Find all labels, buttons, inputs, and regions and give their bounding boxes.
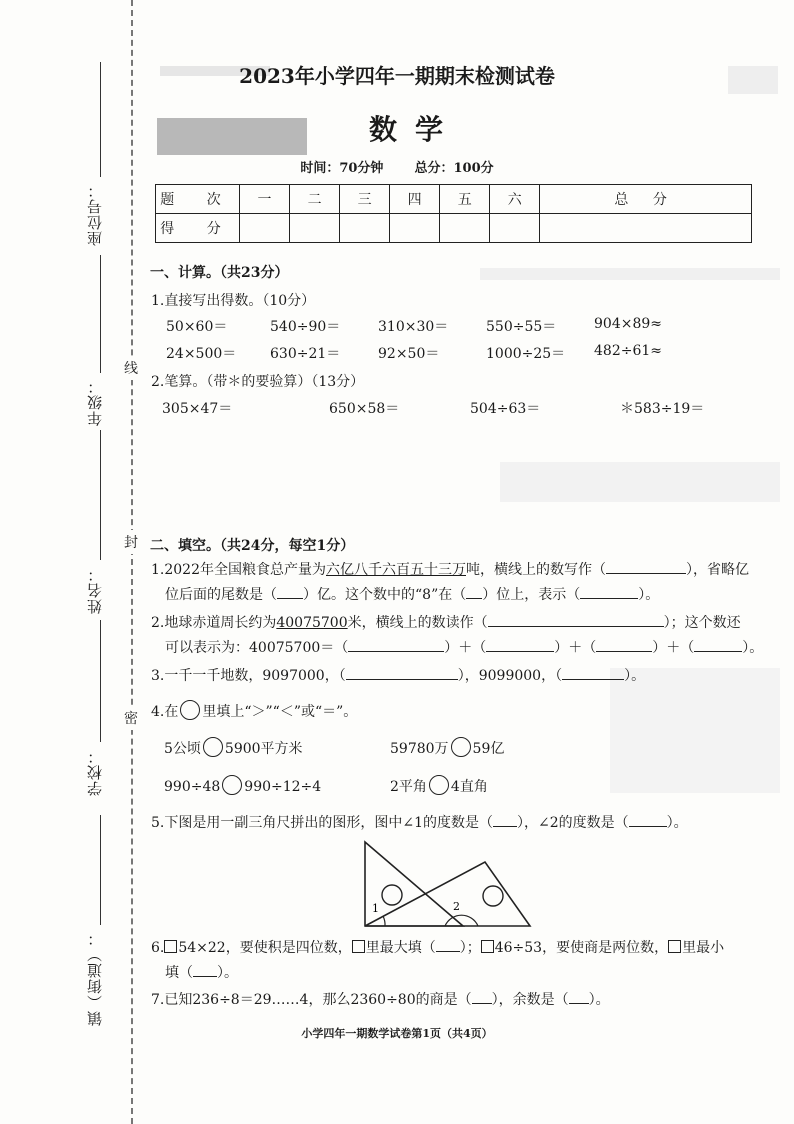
calc-item: 482÷61≈ <box>594 343 662 359</box>
page-footer: 小学四年一期数学试卷第1页（共4页） <box>301 1027 493 1040</box>
seal-char-line: 线 <box>124 356 138 380</box>
seal-char-secret: 密 <box>124 706 138 730</box>
exam-meta <box>0 157 794 176</box>
score-table-cell: 一 <box>240 185 290 214</box>
answer-blank[interactable] <box>606 573 686 574</box>
written-calc-item: 305×47＝ <box>162 401 233 417</box>
bleed-through-mark <box>480 268 780 280</box>
answer-blank[interactable] <box>277 598 303 599</box>
name-label: 姓名： <box>86 566 104 614</box>
answer-blank[interactable] <box>472 1003 492 1004</box>
s2-q3: 3.一千一千地数，9097000，（ ），9099000，（ ）。 <box>151 668 646 684</box>
calc-item: 550÷55＝ <box>486 319 557 335</box>
s2-q7: 7.已知236÷8＝29……4，那么2360÷80的商是（ ），余数是（ ）。 <box>151 992 610 1008</box>
square-box-icon <box>668 940 681 953</box>
compare-item: 59780万 59亿 <box>390 737 504 758</box>
calc-item: 630÷21＝ <box>270 346 341 362</box>
square-box-icon <box>164 940 177 953</box>
answer-blank[interactable] <box>629 826 667 827</box>
answer-blank[interactable] <box>193 976 217 977</box>
s1-q1-prompt: 1.直接写出得数。（10分） <box>151 293 316 309</box>
seal-char-seal: 封 <box>124 530 138 554</box>
name-blank[interactable] <box>100 430 101 560</box>
ruler-hole <box>483 886 503 906</box>
answer-blank[interactable] <box>569 1003 589 1004</box>
underlined-number: 40075700 <box>276 615 348 631</box>
written-calc-item: 504÷63＝ <box>470 401 541 417</box>
answer-blank[interactable] <box>466 598 482 599</box>
angle2-label: 2 <box>453 900 460 913</box>
score-input-cell[interactable] <box>490 214 540 243</box>
answer-blank[interactable] <box>488 626 664 627</box>
circle-icon <box>180 700 200 720</box>
answer-blank[interactable] <box>596 651 652 652</box>
calc-item: 50×60＝ <box>166 319 228 335</box>
town-blank[interactable] <box>100 815 101 925</box>
bleed-through-mark <box>500 462 780 502</box>
calc-item: 904×89≈ <box>594 316 662 332</box>
bleed-through-mark <box>610 668 780 793</box>
section1-heading: 一、计算。（共23分） <box>150 265 289 281</box>
score-input-cell[interactable] <box>540 214 752 243</box>
answer-blank[interactable] <box>348 651 444 652</box>
score-row-label: 得 分 <box>156 214 240 243</box>
compare-item: 5公顷 5900平方米 <box>164 737 303 758</box>
s2-q1-line1: 1.2022年全国粮食总产量为六亿八千六百五十三万吨，横线上的数写作（ ），省略亿 <box>151 562 749 578</box>
s2-q4-prompt: 4.在 里填上“＞”“＜”或“＝”。 <box>151 700 357 721</box>
answer-blank[interactable] <box>346 679 458 680</box>
town-label: 镇（街道）： <box>86 930 104 1026</box>
answer-blank[interactable] <box>493 826 517 827</box>
calc-item: 1000÷25＝ <box>486 346 566 362</box>
school-label: 学校： <box>86 748 104 796</box>
ruler-hole <box>382 885 402 905</box>
score-table-cell: 三 <box>340 185 390 214</box>
calc-item: 24×500＝ <box>166 346 237 362</box>
triangle-ruler-1 <box>365 842 463 926</box>
score-table-cell: 五 <box>440 185 490 214</box>
angle1-label: 1 <box>372 902 379 915</box>
calc-item: 310×30＝ <box>378 319 449 335</box>
answer-blank[interactable] <box>580 598 638 599</box>
underlined-number: 六亿八千六百五十三万 <box>326 562 466 578</box>
square-box-icon <box>352 940 365 953</box>
score-input-cell[interactable] <box>440 214 490 243</box>
triangle-rulers-figure <box>355 838 540 930</box>
square-box-icon <box>481 940 494 953</box>
score-table-cell: 四 <box>390 185 440 214</box>
compare-circle[interactable] <box>451 737 471 757</box>
s2-q6-line2: 填（ ）。 <box>165 965 238 981</box>
calc-item: 92×50＝ <box>378 346 440 362</box>
score-table-cell: 总 分 <box>540 185 752 214</box>
score-input-cell[interactable] <box>340 214 390 243</box>
written-calc-item: ＊583÷19＝ <box>620 401 705 417</box>
score-table-score-row <box>156 214 752 243</box>
section2-heading: 二、填空。（共24分，每空1分） <box>150 538 355 554</box>
s2-q5: 5.下图是用一副三角尺拼出的图形，图中∠1的度数是（ ），∠2的度数是（ ）。 <box>151 815 688 831</box>
answer-blank[interactable] <box>562 679 624 680</box>
compare-circle[interactable] <box>222 775 242 795</box>
exam-title: 2023年小学四年一期期末检测试卷 <box>239 64 555 88</box>
answer-blank[interactable] <box>436 951 460 952</box>
score-table-header-row <box>156 185 752 214</box>
triangle-ruler-2 <box>365 862 530 926</box>
compare-item: 2平角 4直角 <box>390 775 488 796</box>
score-input-cell[interactable] <box>390 214 440 243</box>
score-table <box>155 184 752 243</box>
written-calc-item: 650×58＝ <box>329 401 400 417</box>
angle1-arc <box>383 916 385 926</box>
compare-item: 990÷48 990÷12÷4 <box>164 775 321 795</box>
grade-label: 年级： <box>86 378 104 426</box>
s2-q6-line1: 6. 54×22，要使积是四位数， 里最大填（ ）； 46÷53，要使商是两位数， 里最小 <box>151 940 725 956</box>
time-limit: 时间：70分钟 <box>300 161 384 176</box>
score-input-cell[interactable] <box>290 214 340 243</box>
s2-q2-line1: 2.地球赤道周长约为40075700米，横线上的数读作（ ）；这个数还 <box>151 615 741 631</box>
s2-q2-line2: 可以表示为：40075700＝（ ）＋（ ）＋（ ）＋（ ）。 <box>165 640 764 656</box>
answer-blank[interactable] <box>694 651 742 652</box>
s2-q1-line2: 位后面的尾数是（ ）亿。这个数中的“8”在（ ）位上，表示（ ）。 <box>165 587 660 603</box>
score-table-cell: 六 <box>490 185 540 214</box>
total-score: 总分：100分 <box>414 161 494 176</box>
compare-circle[interactable] <box>429 775 449 795</box>
score-table-cell: 二 <box>290 185 340 214</box>
grade-blank[interactable] <box>100 255 101 373</box>
subject-title: 数学 <box>368 113 461 146</box>
s1-q2-prompt: 2.笔算。（带＊的要验算）（13分） <box>151 374 365 390</box>
school-blank[interactable] <box>100 620 101 742</box>
calc-item: 540÷90＝ <box>270 319 341 335</box>
compare-circle[interactable] <box>203 737 223 757</box>
score-table-cell: 题 次 <box>156 185 240 214</box>
score-input-cell[interactable] <box>240 214 290 243</box>
answer-blank[interactable] <box>486 651 554 652</box>
seat-number-label: 座位号： <box>86 182 104 246</box>
